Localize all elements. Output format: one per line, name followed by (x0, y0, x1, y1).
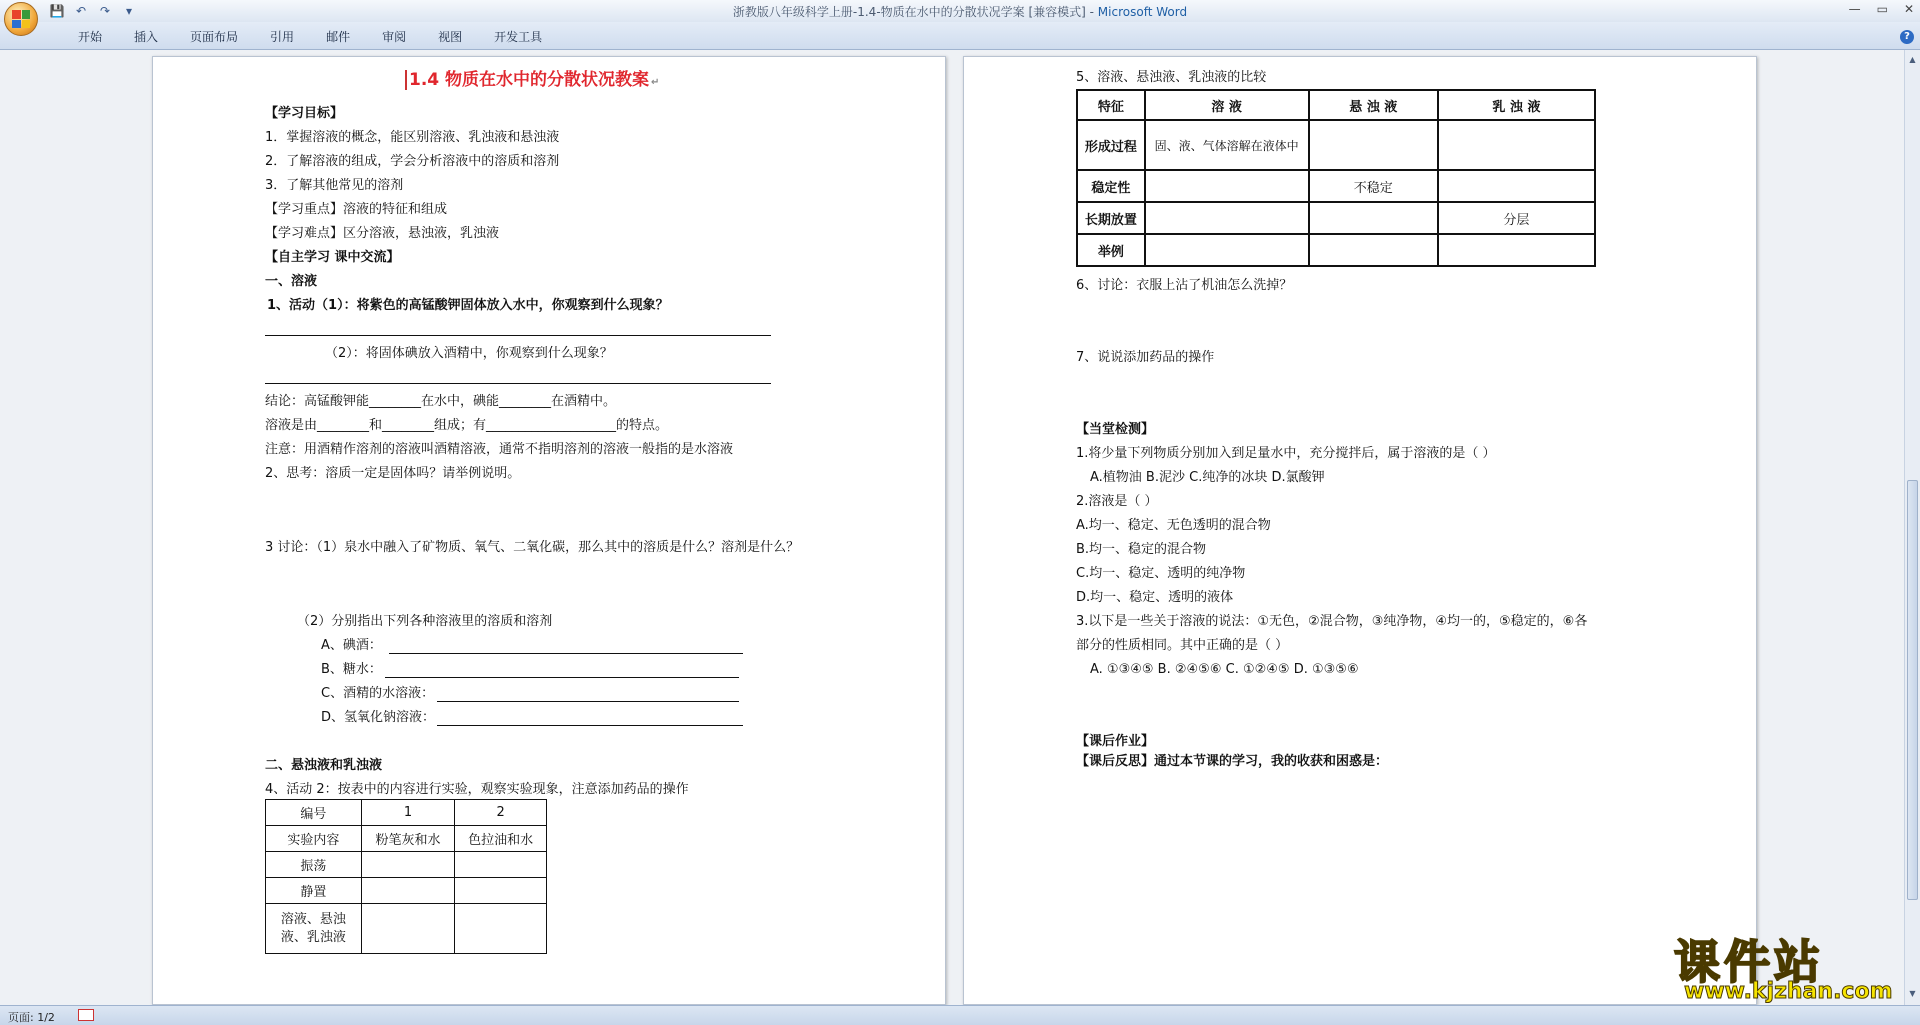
redo-icon[interactable]: ↷ (99, 4, 111, 18)
app-name: Microsoft Word (1097, 5, 1188, 19)
table-cell (455, 904, 547, 954)
p1-line: B、糖水： (321, 662, 382, 677)
p1-line: 【自主学习 课中交流】 (265, 250, 400, 265)
p2-line: 部分的性质相同。其中正确的是（ ） (1076, 638, 1289, 653)
scroll-up-icon[interactable]: ▲ (1909, 55, 1916, 64)
table-cell (361, 878, 455, 904)
p2-line: 7、说说添加药品的操作 (1076, 350, 1215, 365)
table-cell: 静置 (266, 878, 362, 904)
p2-line: 6、讨论：衣服上沾了机油怎么洗掉？ (1076, 278, 1293, 293)
p1-line: D、氢氧化钠溶液： (321, 710, 436, 725)
table-cell (1438, 234, 1595, 266)
p1-line: 1、活动（1）：将紫色的高锰酸钾固体放入水中，你观察到什么现象？ (267, 298, 669, 313)
p2-line: 1.将少量下列物质分别加入到足量水中，充分搅拌后，属于溶液的是（ ） (1076, 446, 1496, 461)
table-row (266, 852, 547, 878)
answer-line (265, 383, 771, 384)
table-row (1077, 90, 1595, 120)
tab-mailings[interactable]: 邮件 (326, 30, 351, 44)
table-cell (361, 904, 455, 954)
p1-line: 【学习目标】 (265, 106, 344, 121)
table-cell (1309, 120, 1438, 170)
status-bar (0, 1005, 1920, 1025)
ribbon (0, 22, 1920, 50)
close-icon[interactable]: ✕ (1903, 2, 1914, 16)
help-icon[interactable]: ? (1900, 30, 1914, 44)
table-cell (455, 852, 547, 878)
window-controls (1849, 2, 1914, 16)
table-cell: 2 (455, 800, 547, 826)
p1-line: 2、思考：溶质一定是固体吗？请举例说明。 (265, 466, 521, 481)
table-row (1077, 202, 1595, 234)
document-title: 浙教版八年级科学上册-1.4-物质在水中的分散状况学案 [兼容模式] - (732, 5, 1098, 19)
tab-page-layout[interactable]: 页面布局 (190, 30, 239, 44)
page-1[interactable] (152, 56, 946, 1005)
answer-line (385, 677, 739, 678)
table-row (1077, 234, 1595, 266)
document-heading: 1.4 物质在水中的分散状况教案 ↵ (405, 65, 659, 90)
p1-line: 注意：用酒精作溶剂的溶液叫酒精溶液，通常不指明溶剂的溶液一般指的是水溶液 (265, 442, 734, 457)
p1-line: 2．了解溶液的组成，学会分析溶液中的溶质和溶剂 (265, 154, 560, 169)
answer-line (437, 701, 739, 702)
p1-line: （2）：将固体碘放入酒精中，你观察到什么现象？ (325, 346, 613, 361)
p2-line: 【课后反思】通过本节课的学习，我的收获和困惑是： (1076, 754, 1389, 769)
table-cell: 乳 浊 液 (1438, 90, 1595, 120)
answer-line (389, 653, 743, 654)
undo-icon[interactable]: ↶ (75, 4, 87, 18)
vertical-scrollbar[interactable] (1904, 50, 1920, 1005)
tab-review[interactable]: 审阅 (382, 30, 407, 44)
table-cell: 分层 (1438, 202, 1595, 234)
title-bar (0, 0, 1920, 22)
minimize-icon[interactable]: — (1848, 2, 1861, 16)
ribbon-tabs (62, 28, 558, 46)
scroll-down-icon[interactable]: ▼ (1909, 989, 1916, 998)
p2-line: B.均一、稳定的混合物 (1076, 542, 1207, 557)
p1-line: 1．掌握溶液的概念，能区别溶液、乳浊液和悬浊液 (265, 130, 560, 145)
table-cell: 粉笔灰和水 (361, 826, 455, 852)
save-icon[interactable]: 💾 (49, 4, 65, 18)
p2-line: 3.以下是一些关于溶液的说法：①无色，②混合物，③纯净物，④均一的，⑤稳定的，⑥各 (1076, 614, 1588, 629)
p2-line: 5、溶液、悬浊液、乳浊液的比较 (1076, 70, 1267, 85)
p2-line: D.均一、稳定、透明的液体 (1076, 590, 1234, 605)
table-cell (1145, 202, 1309, 234)
scroll-thumb[interactable] (1907, 480, 1918, 900)
table-cell (1438, 120, 1595, 170)
p1-line: 4、活动 2：按表中的内容进行实验，观察实验现象，注意添加药品的操作 (265, 782, 689, 797)
table-row (266, 826, 547, 852)
customize-qat-icon[interactable]: ▾ (125, 4, 133, 18)
p1-line: 【学习难点】区分溶液，悬浊液，乳浊液 (265, 226, 500, 241)
table-cell: 固、液、气体溶解在液体中 (1145, 120, 1309, 170)
p1-line: 【学习重点】溶液的特征和组成 (265, 202, 448, 217)
table-cell: 实验内容 (266, 826, 362, 852)
page-count[interactable]: 页面: 1/2 (8, 1011, 55, 1024)
table-row (266, 904, 547, 954)
table-row (1077, 170, 1595, 202)
table-cell: 悬 浊 液 (1309, 90, 1438, 120)
p1-line: （2）分别指出下列各种溶液里的溶质和溶剂 (297, 614, 553, 629)
p2-line: 【课后作业】 (1076, 734, 1155, 749)
table-cell: 长期放置 (1077, 202, 1145, 234)
p1-line: C、酒精的水溶液： (321, 686, 435, 701)
table-cell (1309, 202, 1438, 234)
tab-view[interactable]: 视图 (438, 30, 463, 44)
table-cell: 振荡 (266, 852, 362, 878)
table-cell (455, 878, 547, 904)
tab-insert[interactable]: 插入 (134, 30, 159, 44)
tab-references[interactable]: 引用 (270, 30, 295, 44)
experiment-table (265, 799, 547, 954)
table-cell: 1 (361, 800, 455, 826)
answer-line (265, 335, 771, 336)
window-title (0, 3, 1920, 20)
table-cell: 溶 液 (1145, 90, 1309, 120)
p2-line: C.均一、稳定、透明的纯净物 (1076, 566, 1246, 581)
comparison-table (1076, 89, 1596, 267)
table-row (266, 800, 547, 826)
table-cell (1438, 170, 1595, 202)
watermark-logo: 课件站 www.kjzhan.com (1674, 935, 1893, 1004)
p1-line: 3．了解其他常见的溶剂 (265, 178, 404, 193)
page-2[interactable] (963, 56, 1757, 1005)
table-cell: 举例 (1077, 234, 1145, 266)
p2-line: A.植物油 B.泥沙 C.纯净的冰块 D.氯酸钾 (1090, 470, 1325, 485)
p2-line: A. ①③④⑤ B. ②④⑤⑥ C. ①②④⑤ D. ①③⑤⑥ (1090, 662, 1359, 677)
table-cell (361, 852, 455, 878)
table-cell (1145, 170, 1309, 202)
p1-line: 结论：高锰酸钾能________在水中，碘能________在酒精中。 (265, 394, 617, 409)
table-cell: 色拉油和水 (455, 826, 547, 852)
table-cell: 特征 (1077, 90, 1145, 120)
p1-line: 溶液是由________和________组成；有____________________的特点。 (265, 418, 669, 433)
table-row (1077, 120, 1595, 170)
table-cell (1309, 234, 1438, 266)
table-cell (1145, 234, 1309, 266)
table-cell: 稳定性 (1077, 170, 1145, 202)
p1-line: 一、溶液 (265, 274, 318, 289)
office-logo-icon (12, 10, 30, 28)
p2-line: 【当堂检测】 (1076, 422, 1155, 437)
table-cell: 不稳定 (1309, 170, 1438, 202)
table-cell: 形成过程 (1077, 120, 1145, 170)
p1-line: A、碘酒： (321, 638, 382, 653)
office-button[interactable] (4, 2, 38, 36)
tab-developer[interactable]: 开发工具 (494, 30, 543, 44)
p1-line: 3 讨论：（1）泉水中融入了矿物质、氧气、二氧化碳，那么其中的溶质是什么？溶剂是什么？ (265, 540, 800, 555)
p1-line: 二、悬浊液和乳浊液 (265, 758, 383, 773)
text-cursor (405, 70, 407, 90)
p2-line: A.均一、稳定、无色透明的混合物 (1076, 518, 1271, 533)
table-cell: 编号 (266, 800, 362, 826)
proofing-icon[interactable] (78, 1009, 94, 1021)
tab-home[interactable]: 开始 (78, 30, 103, 44)
table-row (266, 878, 547, 904)
p2-line: 2.溶液是（ ） (1076, 494, 1158, 509)
table-cell: 溶液、悬浊液、乳浊液 (266, 904, 362, 954)
maximize-icon[interactable]: ▭ (1876, 2, 1888, 16)
answer-line (437, 725, 743, 726)
